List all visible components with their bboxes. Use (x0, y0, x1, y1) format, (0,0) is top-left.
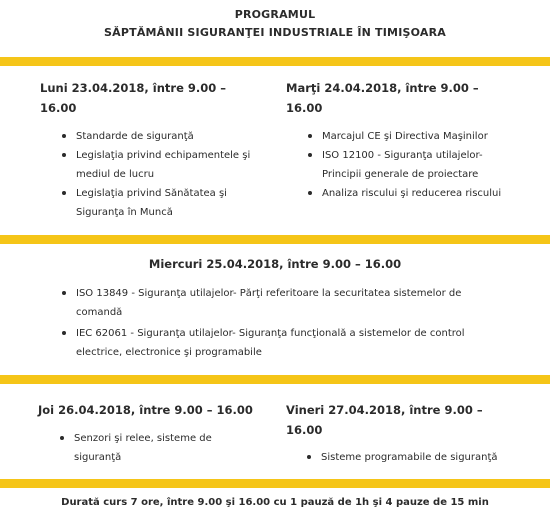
friday-topic-list (307, 448, 527, 467)
divider-middle-2 (0, 375, 550, 384)
list-item: Standarde de siguranţă (62, 127, 262, 146)
list-item: ISO 13849 - Siguranţa utilajelor- Părţi referitoare la securitatea sistemelor de comandă (62, 284, 494, 322)
course-duration-note: Durată curs 7 ore, între 9.00 şi 16.00 cu 1 pauză de 1h şi 4 pauze de 15 min (61, 497, 489, 508)
list-item: Analiza riscului şi reducerea riscului (308, 184, 508, 203)
tuesday-topic-list (308, 127, 508, 203)
wednesday-heading: Miercuri 25.04.2018, între 9.00 – 16.00 (148, 257, 402, 271)
program-subtitle: SĂPTĂMÂNII SIGURANŢEI INDUSTRIALE ÎN TIMIŞOARA (104, 26, 446, 39)
friday-heading: Vineri 27.04.2018, între 9.00 – 16.00 (286, 403, 483, 437)
list-item: Senzori şi relee, sisteme de siguranţă (60, 429, 240, 467)
list-item: IEC 62061 - Siguranţa utilajelor- Siguranţa funcţională a sistemelor de control electrice, electronice şi programabile (62, 324, 494, 362)
divider-top (0, 57, 550, 66)
program-title: PROGRAMUL (234, 8, 316, 21)
list-item: Sisteme programabile de siguranţă (307, 448, 527, 467)
monday-heading: Luni 23.04.2018, între 9.00 – 16.00 (40, 81, 226, 115)
list-item: Legislaţia privind Sănătatea şi Siguranţa în Muncă (62, 184, 262, 222)
list-item: ISO 12100 - Siguranţa utilajelor- Principii generale de proiectare (308, 146, 508, 184)
tuesday-heading: Marţi 24.04.2018, între 9.00 – 16.00 (286, 81, 479, 115)
wednesday-topic-list (62, 284, 494, 362)
thursday-topic-list (60, 429, 240, 467)
divider-bottom (0, 479, 550, 488)
list-item: Marcajul CE şi Directiva Maşinilor (308, 127, 508, 146)
list-item: Legislaţia privind echipamentele şi mediul de lucru (62, 146, 262, 184)
thursday-heading: Joi 26.04.2018, între 9.00 – 16.00 (38, 403, 253, 417)
divider-middle-1 (0, 235, 550, 244)
monday-topic-list (62, 127, 262, 222)
